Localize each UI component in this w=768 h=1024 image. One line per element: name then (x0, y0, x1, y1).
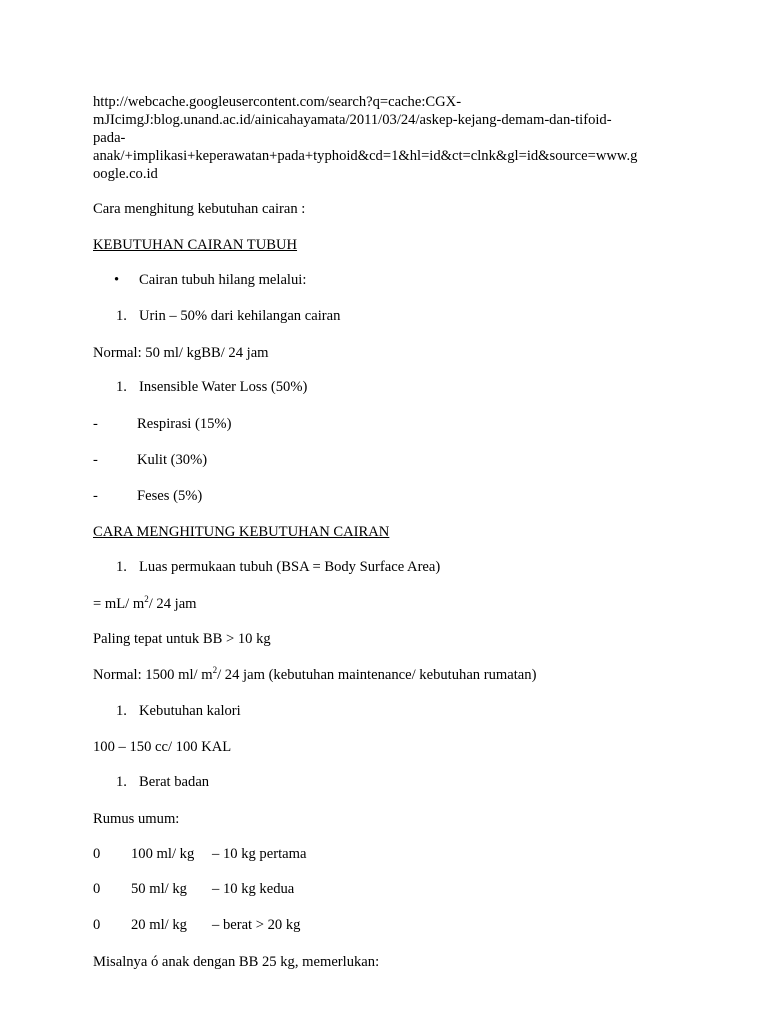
rumus-umum-text: Rumus umum: (93, 811, 180, 827)
normal-prefix: Normal: 1500 ml/ m (93, 667, 213, 683)
row-rate: 50 ml/ kg (131, 881, 187, 897)
formula-suffix: / 24 jam (148, 596, 197, 612)
list-item-text: Berat badan (139, 774, 210, 790)
list-number: 1. (116, 774, 127, 790)
source-url-line-1: http://webcache.googleusercontent.com/search?q=cache:CGX- (93, 94, 462, 110)
source-url-line-4: anak/+implikasi+keperawatan+pada+typhoid&cd=1&hl=id&ct=clnk&gl=id&source=www.g (93, 148, 638, 164)
dash-marker: - (93, 452, 98, 468)
source-url-line-5: oogle.co.id (93, 166, 158, 182)
row-range: – 10 kg pertama (212, 846, 307, 862)
formula-exponent: 2 (144, 594, 149, 605)
bullet-text: Cairan tubuh hilang melalui: (139, 272, 307, 288)
row-bullet: 0 (93, 881, 101, 897)
row-bullet: 0 (93, 917, 101, 933)
misalnya-text: Misalnya ó anak dengan BB 25 kg, memerlukan: (93, 954, 380, 970)
dash-marker: - (93, 488, 98, 504)
normal-bsa-text (93, 666, 536, 684)
list-item-text: Kebutuhan kalori (139, 703, 241, 719)
normal-suffix: / 24 jam (kebutuhan maintenance/ kebutuhan rumatan) (217, 667, 537, 683)
source-url-line-2: mJIcimgJ:blog.unand.ac.id/ainicahayamata/2011/03/24/askep-kejang-demam-dan-tifoid- (93, 112, 612, 128)
paling-tepat-text: Paling tepat untuk BB > 10 kg (93, 631, 271, 647)
bsa-formula (93, 595, 197, 613)
dash-item-text: Kulit (30%) (137, 452, 208, 468)
row-bullet: 0 (93, 846, 101, 862)
section-heading-cara-menghitung: CARA MENGHITUNG KEBUTUHAN CAIRAN (93, 524, 390, 540)
list-number: 1. (116, 308, 127, 324)
row-rate: 100 ml/ kg (131, 846, 195, 862)
formula-prefix: = mL/ m (93, 596, 145, 612)
normal-exponent: 2 (212, 665, 218, 676)
row-rate: 20 ml/ kg (131, 917, 187, 933)
normal-urin-text: Normal: 50 ml/ kgBB/ 24 jam (93, 345, 269, 361)
bullet-marker: • (114, 272, 120, 288)
section-heading-kebutuhan-cairan-tubuh: KEBUTUHAN CAIRAN TUBUH (93, 237, 298, 253)
list-item-text: Luas permukaan tubuh (BSA = Body Surface Area) (139, 559, 441, 575)
row-range: – berat > 20 kg (212, 917, 301, 933)
dash-item-text: Feses (5%) (137, 488, 203, 504)
list-item-text: Urin – 50% dari kehilangan cairan (139, 308, 341, 324)
list-number: 1. (116, 559, 127, 575)
intro-text: Cara menghitung kebutuhan cairan : (93, 201, 306, 217)
list-number: 1. (116, 379, 127, 395)
dash-marker: - (93, 416, 98, 432)
dash-item-text: Respirasi (15%) (137, 416, 232, 432)
row-range: – 10 kg kedua (212, 881, 295, 897)
kalori-text: 100 – 150 cc/ 100 KAL (93, 739, 232, 755)
list-number: 1. (116, 703, 127, 719)
list-item-text: Insensible Water Loss (50%) (139, 379, 308, 395)
source-url-line-3: pada- (93, 130, 126, 146)
